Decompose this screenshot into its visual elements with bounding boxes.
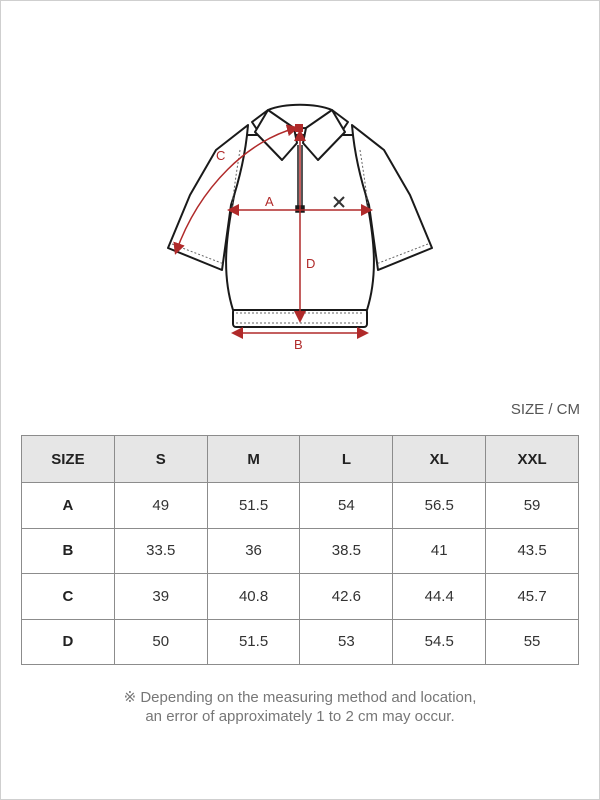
table-row xyxy=(22,483,579,529)
unit-label: SIZE / CM xyxy=(510,401,580,418)
table-cell: 49 xyxy=(114,483,207,529)
table-cell: 59 xyxy=(486,483,579,529)
size-table xyxy=(21,435,579,665)
header-cell: M xyxy=(207,436,300,483)
header-cell: XL xyxy=(393,436,486,483)
label-c: C xyxy=(216,148,226,163)
label-d: D xyxy=(306,256,316,271)
table-cell: 38.5 xyxy=(300,528,393,574)
collar-tag xyxy=(295,124,303,132)
header-cell: SIZE xyxy=(22,436,115,483)
table-cell: 44.4 xyxy=(393,574,486,620)
table-cell: 51.5 xyxy=(207,483,300,529)
table-cell: 42.6 xyxy=(300,574,393,620)
label-b: B xyxy=(294,337,303,352)
table-cell: 39 xyxy=(114,574,207,620)
row-label: B xyxy=(22,528,115,574)
header-cell: S xyxy=(114,436,207,483)
row-label: D xyxy=(22,619,115,665)
table-cell: 54.5 xyxy=(393,619,486,665)
table-header-row xyxy=(22,436,579,483)
table-cell: 45.7 xyxy=(486,574,579,620)
table-cell: 56.5 xyxy=(393,483,486,529)
table-cell: 33.5 xyxy=(114,528,207,574)
table-cell: 55 xyxy=(486,619,579,665)
table-row xyxy=(22,574,579,620)
table-cell: 41 xyxy=(393,528,486,574)
table-cell: 54 xyxy=(300,483,393,529)
garment-measurement-diagram xyxy=(0,0,600,380)
row-label: C xyxy=(22,574,115,620)
label-a: A xyxy=(265,194,274,209)
table-cell: 43.5 xyxy=(486,528,579,574)
table-cell: 40.8 xyxy=(207,574,300,620)
table-row xyxy=(22,528,579,574)
measurement-note xyxy=(0,688,600,726)
note-line-1: ※ Depending on the measuring method and location, xyxy=(123,689,477,706)
table-cell: 36 xyxy=(207,528,300,574)
table-cell: 53 xyxy=(300,619,393,665)
header-cell: L xyxy=(300,436,393,483)
table-cell: 51.5 xyxy=(207,619,300,665)
row-label: A xyxy=(22,483,115,529)
table-row xyxy=(22,619,579,665)
header-cell: XXL xyxy=(486,436,579,483)
table-cell: 50 xyxy=(114,619,207,665)
note-line-2: an error of approximately 1 to 2 cm may occur. xyxy=(145,708,455,725)
